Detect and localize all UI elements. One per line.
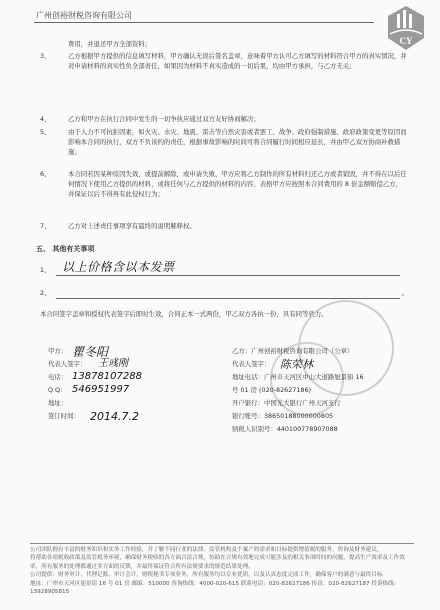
header-divider bbox=[34, 22, 374, 23]
party-a-date-hand: 2014.7.2 bbox=[90, 410, 139, 423]
clause-continuation: 费用，并退还甲方全部资料； bbox=[68, 40, 152, 48]
party-a-name: 甲方： 瞿冬阳 bbox=[48, 347, 218, 360]
party-b-taxid: 纳税人识别号：440100778907088 bbox=[232, 425, 338, 433]
party-a-block bbox=[48, 347, 218, 425]
other-matters-line-2: 2、 。 bbox=[40, 289, 408, 297]
party-b-account: 银行账号：38650188000000805 bbox=[232, 412, 334, 420]
clause-5: 5、 由于人力不可抗拒因素，如火灾、水灾、地震、雷击等自然灾害或者罢工、战争、政府强制措施、政府政策变更等原因而影响本合同的执行，双方不负该约的责任，根据事故影响的时间可将合同履行时间相应延长，并由甲乙双方协商补救措施； bbox=[40, 128, 407, 156]
party-a-rep: 代表人签字： 王彧刚 bbox=[48, 360, 218, 373]
logo-initials: CY bbox=[399, 36, 413, 46]
clause-4: 4、 乙方和甲方在执行合同中发生的一切争执应通过双方友好协商解决； bbox=[40, 115, 260, 123]
party-b-address-2: 号 01 房 (020-82627186) bbox=[232, 386, 312, 394]
footer: 公司团队拥有丰富的财务知识和实务工作经验，并了解不同行业的法律、监管机构及个案产的需求和目标提供增值税的服务，咨询及财务建议。 将帮助各项税收政策及监管税务环境，确保财务税收的各方面合法合规，协助在合规有效地完成可能涉及的相关事项时间的问题，提高生产效率及工作效率，所有服务的处理都通过多方面的反馈，并最终保证符合所有法规要求的规范结果处理。 公司提供：财务审计、代理记账、审计会计，财税秘书专项业务，所有服务均以专业优质，以及认真态度完成工作，确保客户的满意与最终目标。 地址：广州市天河区旭景街 16 号 01 房 邮编：510000 咨询热线：4000-020-615 联系电话：020-82627186 传真：020-82627187 投诉热线：13928905815 bbox=[30, 547, 405, 595]
clause-6: 6、 本合同若因某种原因失效，或提前解除，或申请失败，甲方应将乙方制作的所有材料归还乙方或者销毁，并不得在以后任何情况下使用乙方提供的材料，或将任何与乙方提供的材料的内容、表格甲方应按照本合同费用的 8 倍金额赔偿乙方，并保证以后不得再有此侵权行为； bbox=[40, 170, 407, 198]
party-a-address: 地址： bbox=[48, 399, 68, 407]
party-a-qq-hand: 546951997 bbox=[72, 384, 130, 395]
party-b-address: 地址电话：广州市天河区中山大道路旭景街 16 bbox=[232, 373, 364, 381]
party-a-phone: 电话： 13878107288 bbox=[48, 373, 218, 386]
company-header: 广州创裕财税咨询有限公司 bbox=[36, 11, 132, 20]
party-a-handwritten-name: 瞿冬阳 bbox=[72, 345, 109, 359]
handwritten-note: 以上价格含以本发票 bbox=[62, 260, 175, 275]
clause-7: 7、 乙方对上述责任事项享有最终的说明解释权。 bbox=[40, 222, 196, 230]
closing-statement: 本合同签字盖章和授权代表签字后即时生效，合同正本一式两份，甲乙双方各执一份，具有同等效力。 bbox=[40, 310, 328, 318]
party-a-signature: 王彧刚 bbox=[98, 358, 128, 369]
party-a-qq: Q Q： 546951997 bbox=[48, 386, 218, 399]
other-matters-line-1: 1、 以上价格含以本发票 bbox=[40, 262, 400, 278]
party-b-bank: 开户银行：中国光大银行广州天河支行 bbox=[232, 399, 341, 407]
footer-divider bbox=[30, 543, 414, 544]
party-b-name: 乙方：广州创裕财税咨询有限公司（公章） bbox=[232, 347, 354, 355]
party-b-block bbox=[232, 347, 432, 438]
section-5-title: 五、 其他有关事项 bbox=[36, 245, 95, 253]
party-b-rep: 代表人签字： 陈荣林 bbox=[232, 360, 432, 373]
party-b-signature: 陈荣林 bbox=[280, 358, 313, 371]
party-a-phone-hand: 13878107288 bbox=[72, 371, 142, 382]
party-a-date: 签订时间： 2014.7.2 bbox=[48, 412, 218, 425]
clause-3: 3、 乙方根据甲方提供的信息填写材料，甲方确认无误后签名盖章，意味着甲方认可乙方填写的材料符合甲方的真实情况，并对申请材料的真实性负全部责任，如果因为材料不真实造成的一切后果，均由甲方承担，与乙方无关； bbox=[40, 52, 407, 70]
